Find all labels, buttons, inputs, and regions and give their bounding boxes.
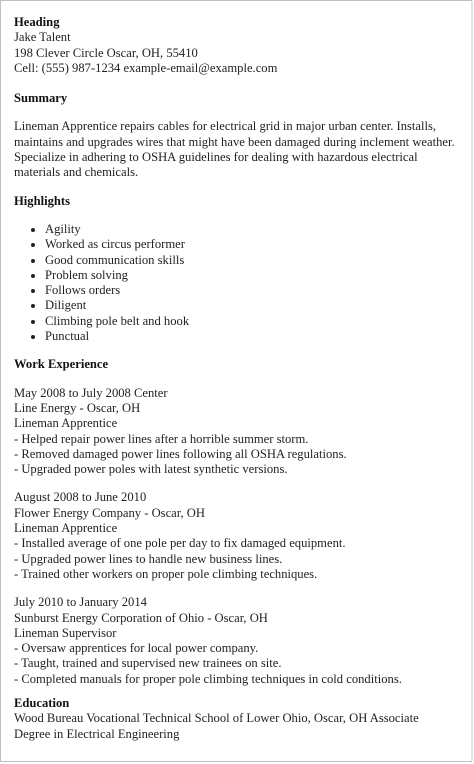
experience-section (14, 357, 461, 687)
candidate-address: 198 Clever Circle Oscar, OH, 55410 (14, 45, 198, 60)
summary-line: Lineman Apprentice repairs cables for electrical grid in major urban center. Installs, (14, 119, 437, 134)
job-duty: - Taught, trained and supervised new trainees on site. (14, 656, 282, 671)
job-dates: August 2008 to June 2010 (14, 490, 147, 505)
candidate-contact: Cell: (555) 987-1234 example-email@example.com (14, 60, 278, 75)
job-duty: - Oversaw apprentices for local power company. (14, 641, 259, 656)
highlights-list (14, 222, 461, 344)
job-role: Lineman Supervisor (14, 625, 117, 640)
highlight-item: • Good communication skills (45, 253, 461, 268)
summary-title: Summary (14, 91, 68, 106)
highlight-item: • Diligent (45, 298, 461, 313)
job-company: Line Energy - Oscar, OH (14, 400, 141, 415)
job-entry (14, 386, 461, 478)
highlight-item: • Punctual (45, 329, 461, 344)
job-duty: - Helped repair power lines after a horrible summer storm. (14, 431, 309, 446)
highlight-item: • Problem solving (45, 268, 461, 283)
job-role: Lineman Apprentice (14, 521, 118, 536)
job-dates: July 2010 to January 2014 (14, 595, 147, 610)
summary-text (14, 119, 461, 180)
job-dates: May 2008 to July 2008 Center (14, 385, 168, 400)
job-duty: - Upgraded power poles with latest synthetic versions. (14, 462, 288, 477)
education-line: Degree in Electrical Engineering (14, 726, 180, 741)
highlight-item: • Follows orders (45, 283, 461, 298)
job-duty: - Installed average of one pole per day to fix damaged equipment. (14, 536, 346, 551)
summary-line: maintains and upgrades wires that might have been damaged during inclement weather. (14, 134, 455, 149)
job-company: Flower Energy Company - Oscar, OH (14, 505, 205, 520)
highlights-title: Highlights (14, 193, 70, 208)
highlight-item: • Worked as circus performer (45, 237, 461, 252)
highlight-item: • Climbing pole belt and hook (45, 314, 461, 329)
summary-line: materials and chemicals. (14, 165, 139, 180)
job-duty: - Completed manuals for proper pole climbing techniques in cold conditions. (14, 671, 402, 686)
heading-title: Heading (14, 15, 60, 29)
job-company: Sunburst Energy Corporation of Ohio - Oscar, OH (14, 610, 268, 625)
job-duty: - Trained other workers on proper pole climbing techniques. (14, 566, 318, 581)
job-duty: - Upgraded power lines to handle new business lines. (14, 551, 283, 566)
candidate-name: Jake Talent (14, 30, 71, 45)
education-title: Education (14, 695, 70, 710)
education-line: Wood Bureau Vocational Technical School of Lower Ohio, Oscar, OH Associate (14, 711, 419, 726)
education-section (14, 696, 461, 742)
job-role: Lineman Apprentice (14, 416, 118, 431)
job-duty: - Removed damaged power lines following all OSHA regulations. (14, 446, 347, 461)
experience-title: Work Experience (14, 357, 109, 372)
job-entry (14, 490, 461, 582)
summary-section (14, 91, 461, 180)
job-entry (14, 595, 461, 687)
summary-line: Specialize in adhering to OSHA guidelines for dealing with hazardous electrical (14, 150, 418, 165)
highlight-item: • Agility (45, 222, 461, 237)
highlights-section (14, 194, 461, 345)
heading-section (14, 15, 461, 76)
